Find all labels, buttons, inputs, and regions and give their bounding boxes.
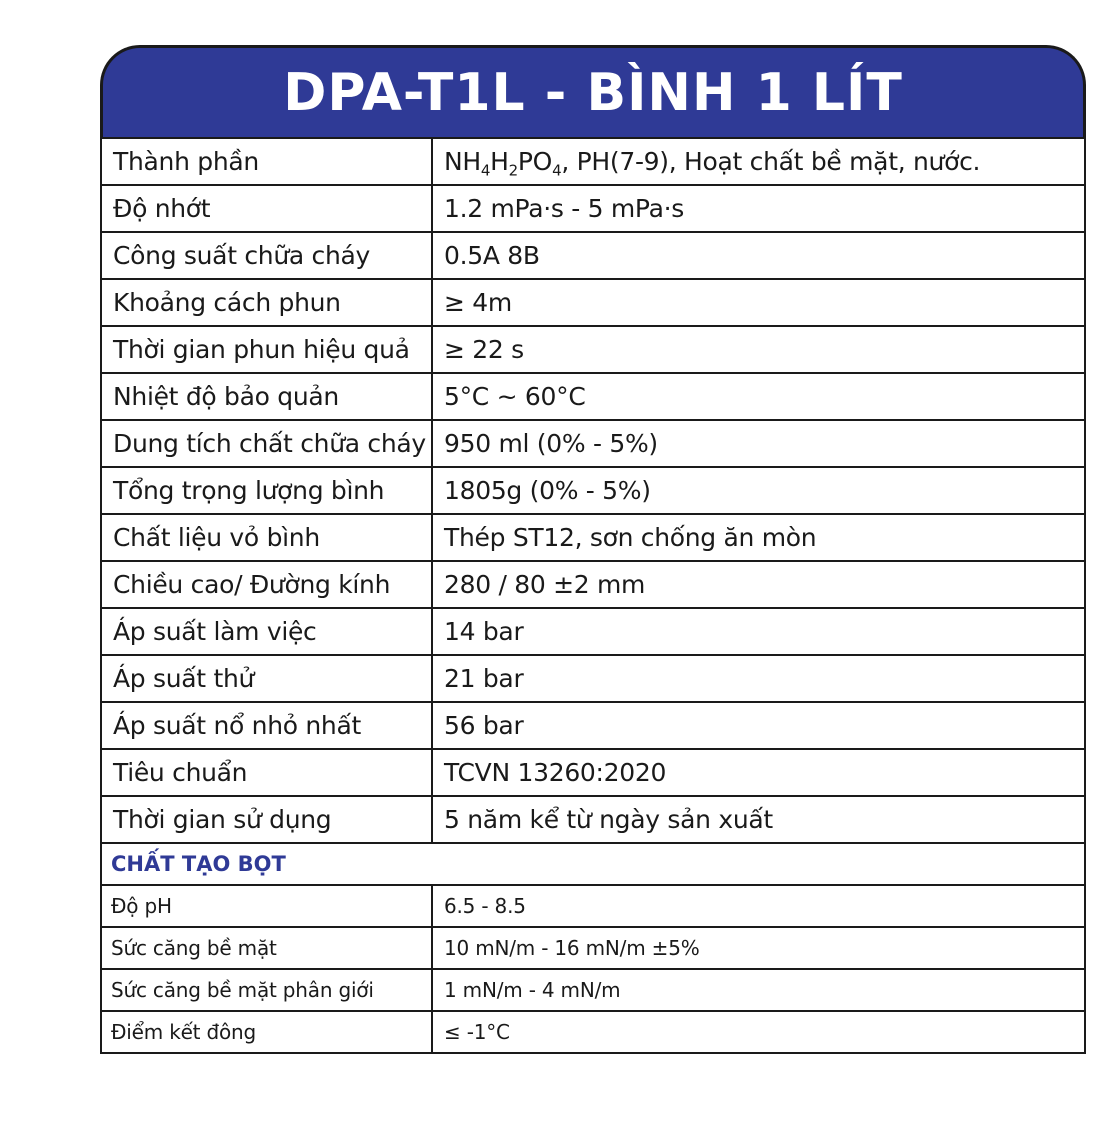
spec-row [101,232,1085,279]
spec-row [101,608,1085,655]
spec-row [101,796,1085,843]
spec-label: Dung tích chất chữa cháy [101,420,432,467]
spec-row [101,326,1085,373]
spec-value: 5 năm kể từ ngày sản xuất [432,796,1085,843]
composition-rest: , PH(7-9), Hoạt chất bề mặt, nước. [561,147,981,176]
spec-value: 280 / 80 ±2 mm [432,561,1085,608]
spec-label: Áp suất nổ nhỏ nhất [101,702,432,749]
spec-label: Thời gian sử dụng [101,796,432,843]
foam-label: Sức căng bề mặt phân giới [101,969,432,1011]
formula-sub-4: 4 [480,161,491,180]
composition-value [432,138,1085,185]
spec-value: ≥ 22 s [432,326,1085,373]
spec-label: Công suất chữa cháy [101,232,432,279]
spec-value: 1.2 mPa·s - 5 mPa·s [432,185,1085,232]
foam-label: Điểm kết đông [101,1011,432,1053]
spec-row [101,655,1085,702]
spec-value: 1805g (0% - 5%) [432,467,1085,514]
foam-label: Sức căng bề mặt [101,927,432,969]
spec-row [101,514,1085,561]
spec-label: Thành phần [101,138,432,185]
spec-value: TCVN 13260:2020 [432,749,1085,796]
spec-table [100,137,1086,1054]
spec-label: Khoảng cách phun [101,279,432,326]
spec-label: Áp suất làm việc [101,608,432,655]
spec-value: 0.5A 8B [432,232,1085,279]
foam-row [101,885,1085,927]
section-heading: CHẤT TẠO BỌT [101,843,1085,885]
spec-card [100,45,1086,1054]
spec-row [101,420,1085,467]
spec-label: Áp suất thử [101,655,432,702]
formula-h: H [490,147,509,176]
spec-value: ≥ 4m [432,279,1085,326]
spec-label: Nhiệt độ bảo quản [101,373,432,420]
spec-row [101,467,1085,514]
spec-row [101,561,1085,608]
spec-value: 56 bar [432,702,1085,749]
spec-value: 21 bar [432,655,1085,702]
spec-value: 5°C ~ 60°C [432,373,1085,420]
formula-nh: NH [444,147,481,176]
foam-value: 1 mN/m - 4 mN/m [432,969,1085,1011]
foam-value: 6.5 - 8.5 [432,885,1085,927]
formula-sub-4b: 4 [552,161,562,180]
spec-label: Độ nhớt [101,185,432,232]
spec-table-body [101,138,1085,1053]
title-bar [100,45,1086,137]
spec-value: Thép ST12, sơn chống ăn mòn [432,514,1085,561]
spec-value: 14 bar [432,608,1085,655]
spec-row [101,373,1085,420]
foam-value: ≤ -1°C [432,1011,1085,1053]
foam-value: 10 mN/m - 16 mN/m ±5% [432,927,1085,969]
spec-label: Chiều cao/ Đường kính [101,561,432,608]
foam-row [101,1011,1085,1053]
spec-value: 950 ml (0% - 5%) [432,420,1085,467]
foam-row [101,927,1085,969]
formula-po: PO [517,147,553,176]
spec-label: Thời gian phun hiệu quả [101,326,432,373]
spec-label: Chất liệu vỏ bình [101,514,432,561]
formula-sub-2: 2 [508,161,518,180]
foam-label: Độ pH [101,885,432,927]
page-title: DPA-T1L - BÌNH 1 LÍT [283,62,903,123]
spec-row [101,702,1085,749]
spec-row [101,185,1085,232]
spec-row [101,749,1085,796]
spec-label: Tổng trọng lượng bình [101,467,432,514]
spec-row [101,279,1085,326]
foam-row [101,969,1085,1011]
section-heading-row [101,843,1085,885]
spec-label: Tiêu chuẩn [101,749,432,796]
spec-row-composition [101,138,1085,185]
